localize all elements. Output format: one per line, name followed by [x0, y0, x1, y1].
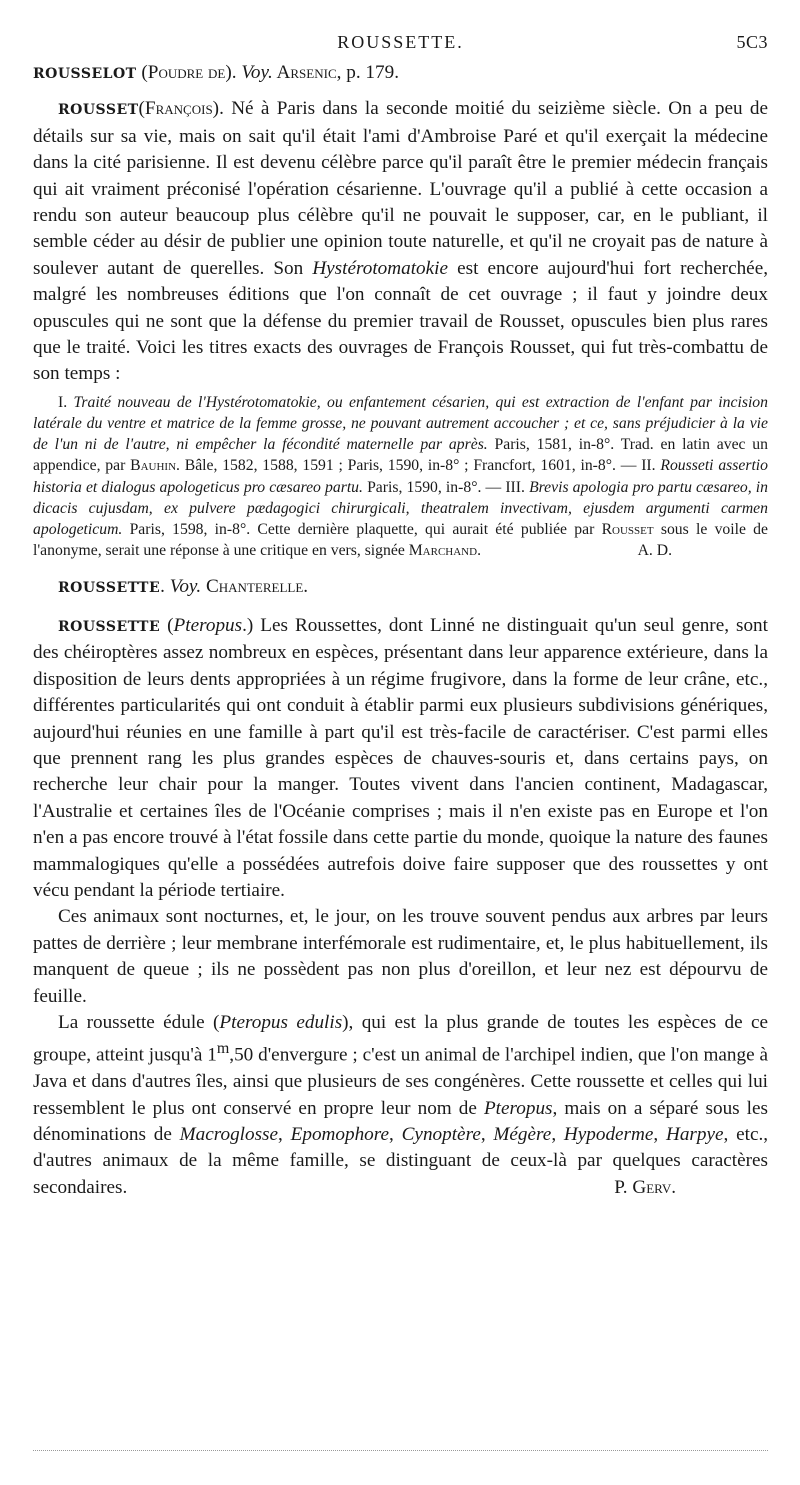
headword-roussette-voy: ROUSSETTE — [58, 579, 161, 596]
genus-name: Harpye — [665, 1124, 724, 1146]
text: , — [653, 1124, 666, 1146]
text: Paris, 1590, in-8°. — III. — [362, 478, 530, 496]
text: I. — [58, 393, 74, 411]
signature-rousset: A. D. — [637, 542, 672, 560]
work-title: Traité nouveau de l'Hystérotomatokie, ou enfantement césarien, qui est extraction de l'enfant par incision latérale du ventre et matrice de la femme grosse, ne pouvant autrement accoucher ; et ce, sans préjudicier à la vie de l'un ni de l'autre, ni empêcher la fécondité maternelle par après. — [33, 393, 768, 454]
text: , — [389, 1124, 402, 1146]
text: , — [278, 1124, 291, 1146]
text: ( — [160, 614, 174, 636]
text: , p. 179. — [336, 62, 399, 83]
work-title: Hystérotomatokie — [312, 257, 449, 279]
text: . — [303, 575, 309, 597]
genus-name: Macroglosse — [179, 1124, 279, 1146]
genus-name: Hypoderme — [563, 1124, 654, 1146]
text: . — [477, 542, 481, 560]
text: Paris, 1598, in-8°. Cette dernière plaquette, qui aurait été publiée par — [122, 521, 602, 539]
person-name: Bauhin — [130, 457, 177, 475]
genus-name: Cynoptère — [401, 1124, 481, 1146]
entry-body: est encore aujourd'hui fort recherchée, malgré les nombreuses éditions que l'on connaît de cet ouvrage ; il faut y joindre deux opuscules qui ne sont que la défense du premier travail de Rousset, opuscules bien plus rares que le traité. Voici les titres exacts des ouvrages de François Rousset, qui fut très-combattu de son temps : — [33, 257, 769, 385]
text: Paris, 1581, in-8°. Trad. en latin avec un appendice, par — [33, 436, 768, 475]
cross-reference: Chanterelle — [201, 575, 304, 597]
text: ). — [225, 62, 242, 83]
unit-superscript: m — [216, 1040, 230, 1058]
entry-body: . Né à Paris dans la seconde moitié du seizième siècle. On a peu de détails sur sa vie, mais on sait qu'il était l'ami d'Ambroise Paré et qu'il exerçait la médecine dans la cité parisienne. Il est devenu célèbre parce qu'il paraît être le premier médecin français qui ait vraiment préconisé l'opération césarienne. L'ouvrage qu'il a publié à cette occasion a rendu son auteur beaucoup plus célèbre qu'il ne pouvait le supposer, car, en le publiant, il semble céder au désir de publier une opinion toute naturelle, et qu'il ne croyait pas de nature à soulever autant de querelles. Son — [33, 98, 768, 279]
person-name: (François) — [138, 98, 220, 120]
text: , — [551, 1124, 564, 1146]
headword-rousselot: ROUSSELOT — [33, 66, 137, 82]
text: ( — [136, 62, 148, 83]
entry-roussette-voy — [33, 574, 768, 601]
text: ,50 d'envergure ; c'est un animal de l'archipel indien, que l'on mange à Java et dans d'autres îles, ainsi que plusieurs de ses congénères. Cette roussette et celles qui lui ressemblent le plus ont conservé en propre leur nom de — [33, 1044, 768, 1119]
text: sous le voile de l'anonyme, serait une réponse à une critique en vers, signée — [33, 521, 768, 560]
person-name: Marchand — [408, 542, 478, 560]
paragraph-roussette-edule — [33, 1010, 768, 1201]
voy-reference: Voy. — [169, 575, 202, 597]
entry-rousset — [33, 96, 768, 387]
text: . — [160, 575, 170, 597]
entry-body: Ces animaux sont nocturnes, et, le jour, on les trouve souvent pendus aux arbres par leurs pattes de derrière ; leur membrane interfémorale est rudimentaire, et, le plus habituellement, ils manquent de queue ; ils ne possèdent pas non plus d'oreillon, et leur nez est dépourvu de feuille. — [33, 906, 768, 1007]
text: . Bâle, 1582, 1588, 1591 ; Paris, 1590, in-8° ; Francfort, 1601, in-8°. — II. — [176, 457, 661, 475]
genus-name: Pteropus — [483, 1097, 553, 1119]
genus-name: Pteropus — [173, 614, 243, 636]
work-title: Brevis apologia pro partu cæsareo, in dicacis cujusdam, ex pulvere pædagogici chirurgicali, theatralem invectivam, ejusdem argumenti carmen apologeticum. — [33, 478, 769, 539]
bibliography-text — [33, 392, 768, 562]
text: .) — [242, 614, 254, 636]
entry-roussette — [33, 613, 768, 904]
running-title: ROUSSETTE. — [337, 32, 464, 52]
voy-reference: Voy. — [241, 62, 273, 83]
text: La roussette édule ( — [58, 1012, 220, 1033]
entry-body: Les Roussettes, dont Linné ne distinguait qu'un seul genre, sont des chéiroptères assez nombreux en espèces, présentant dans leur apparence extérieure, dans la disposition de leurs dents appropriées à un régime frugivore, dans la forme de leur crâne, etc., différentes particularités qui ont conduit à établir parmi eux plusieurs subdivisions génériques, aujourd'hui réunies en une famille à part qu'il est très-facile de caractériser. C'est parmi elles que prennent rang les plus grandes espèces de chauves-souris et, dans certains pays, on recherche leur chair pour la manger. Toutes vivent dans l'ancien continent, Madagascar, l'Australie et certaines îles de l'Océanie comprises ; mais il n'en existe pas en Europe et l'on n'en a pas encore trouvé à l'état fossile dans cette partie du monde, quoique la nature des faunes mammalogiques qu'elle a possédées autrefois doive faire supposer que des roussettes y ont vécu pendant la période tertiaire. — [33, 614, 768, 901]
work-title: Rousseti assertio historia et dialogus apologeticus pro cæsareo partu. — [33, 457, 769, 496]
species-name: Pteropus edulis — [219, 1012, 343, 1033]
bottom-rule — [33, 1450, 768, 1451]
bibliography-rousset — [33, 392, 768, 562]
page-number: 5C3 — [736, 32, 768, 52]
running-header — [33, 30, 768, 54]
small-caps-text: Poudre de — [147, 62, 226, 83]
text: , — [480, 1124, 494, 1146]
genus-name: Mégère — [493, 1124, 552, 1146]
text: ), qui est la plus grande de toutes les espèces de ce groupe, atteint jusqu'à 1 — [33, 1012, 768, 1066]
signature-roussette: P. Gerv. — [614, 1176, 676, 1198]
cross-reference: Arsenic — [272, 62, 337, 83]
text: , mais on a séparé sous les dénominations de — [33, 1097, 768, 1146]
entry-rousselot — [33, 60, 768, 87]
genus-name: Epomophore — [290, 1124, 390, 1146]
text: , etc., d'autres animaux de la même famille, se distinguant de ceux-là par quelques caractères secondaires. — [33, 1124, 769, 1198]
paragraph-nocturnes — [33, 904, 768, 1010]
person-name: Rousset — [601, 521, 654, 539]
headword-roussette: ROUSSETTE — [58, 618, 161, 635]
headword-rousset: ROUSSET — [58, 102, 139, 119]
